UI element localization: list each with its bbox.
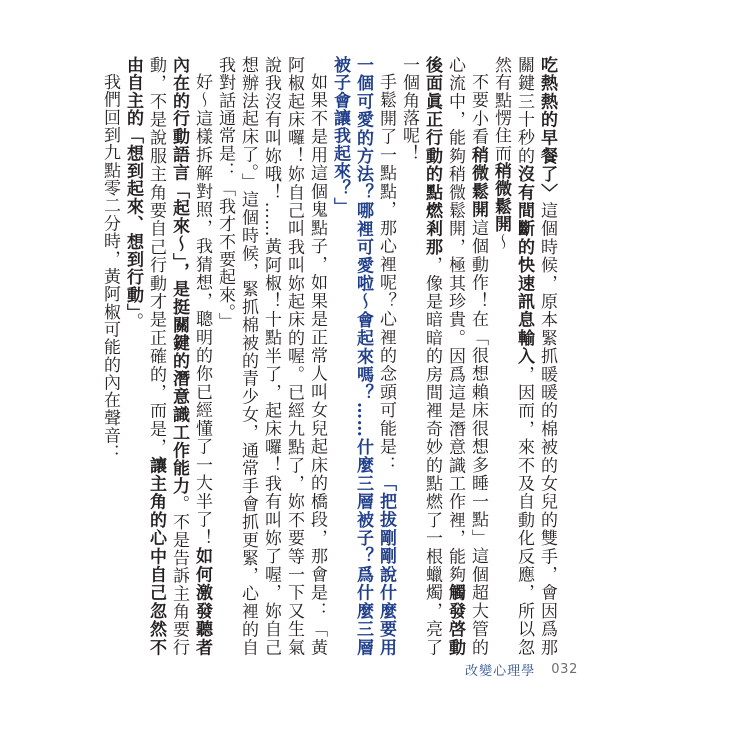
page-footer bbox=[465, 660, 578, 679]
text-run: ，像是暗暗的房間裡奇妙的點燃了一根蠟燭，亮了一個角落呢！ bbox=[399, 56, 442, 656]
paragraph bbox=[328, 56, 397, 656]
text-run: ～ bbox=[491, 232, 511, 251]
vertical-text-body bbox=[100, 56, 558, 657]
paragraph bbox=[489, 56, 558, 656]
page-number: 032 bbox=[551, 662, 578, 677]
text-run: 手鬆開了一點點，那心裡呢？心裡的念頭可能是： bbox=[376, 73, 396, 475]
text-run: 如果不是用這個鬼點子，如果是正常人叫女兒起床的橋段，那會是：「黃阿椒起床囉！妳自己叫我叫妳起床的喔。已經九點了，妳不要等一下又生氣說我沒有叫妳哦！……黃阿椒！十點半了，起床囉！我有叫妳了喔，妳自己想辦法起床了。」這個時候，緊抓棉被的青少女，通常手會抓更緊，心裡的自我對話通常是：「我才不要起來。」 bbox=[215, 56, 327, 656]
emphasis-text: 沒有間斷的快速訊息輸入 bbox=[514, 165, 534, 366]
text-run: 我們回到九點零二分時，黃阿椒可能的內在聲音： bbox=[100, 73, 120, 462]
text-run: 不要小看 bbox=[468, 73, 488, 146]
paragraph bbox=[213, 56, 328, 656]
text-run: 。 bbox=[123, 312, 143, 331]
text-run: 這個動作！在「很想賴床很想多睡一點」這個超大管的心流中，能夠稍微鬆開，極其珍貴。因爲這是潛意識工作裡，能夠 bbox=[445, 56, 488, 656]
running-book-title: 改變心理學 bbox=[465, 664, 536, 679]
emphasis-text: 如何激發聽者內在的行動語言「起來～」，是挺關鍵的潛意識工作能力 bbox=[169, 56, 212, 656]
text-run: 這個時候，原本緊抓暖暖的棉被的女兒的雙手，會因爲那關鍵三十秒的 bbox=[514, 56, 557, 656]
emphasis-text: 觸發啓動後面眞正行動的點燃剎那 bbox=[422, 56, 465, 656]
emphasis-text: 吃熱熱的早餐了〉 bbox=[537, 56, 557, 202]
paragraph bbox=[98, 56, 121, 656]
text-run: ，因而，來不及自動化反應，所以忽然有點愣住而 bbox=[491, 56, 534, 656]
emphasis-text: 讓主角的心中自己忽然不由自主的「想到起來、想到行動」 bbox=[123, 56, 166, 656]
paragraph bbox=[121, 56, 213, 656]
paragraph bbox=[397, 56, 489, 656]
text-run: 好～這樣拆解對照，我猜想，聰明的你已經懂了一大半了！ bbox=[192, 73, 212, 548]
emphasis-text: 稍微鬆開 bbox=[468, 145, 488, 219]
text-run: 。不是告訴主角要行動，不是說服主角要自己行動才是正確的，而是， bbox=[146, 56, 189, 657]
emphasis-text: 稍微鬆開 bbox=[491, 162, 511, 233]
highlighted-inner-voice: 「把拔剛剛說什麼要用一個可愛的方法？哪裡可愛啦～會起來嗎？……什麼三層被子？爲什麼三層被子會讓我起來？」 bbox=[330, 56, 396, 656]
